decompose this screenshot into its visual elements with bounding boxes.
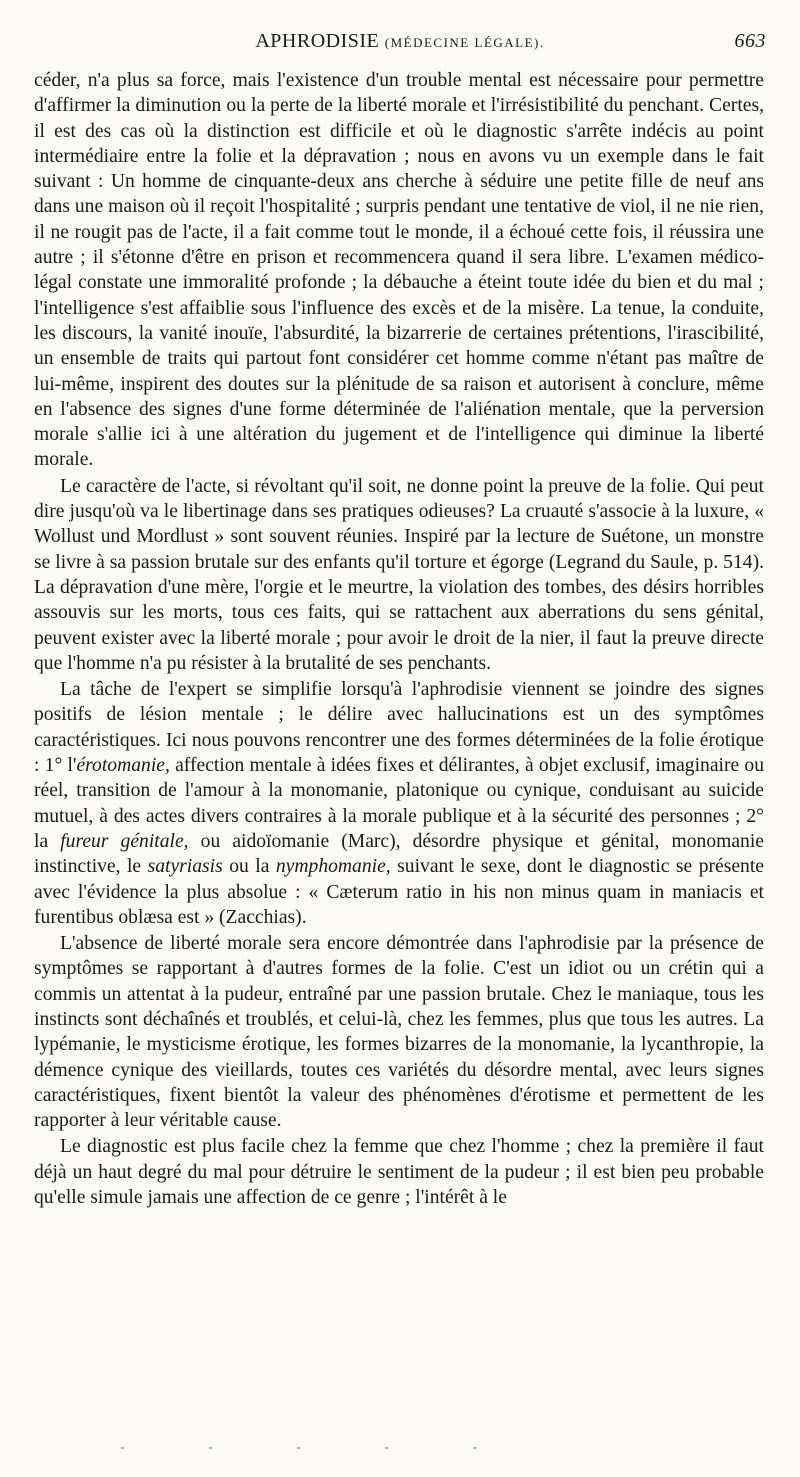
italic-term: fureur génitale, xyxy=(60,830,189,852)
body-text xyxy=(34,68,764,1210)
italic-term: érotomanie, xyxy=(76,755,170,777)
paragraph-text: L'absence de liberté morale sera encore démontrée dans l'aphrodisie par la présence de symptômes se rapportant à d'autres formes de la folie. C'est un idiot ou un crétin qui a commis un attentat à la pudeur, entraîné par une passion brutale. Chez le maniaque, tous les instincts sont déchaînés et troublés, et celui-là, chez les femmes, plus que tous les autres. La lypémanie, le mysticisme érotique, les formes bizarres de la monomanie, la lycanthropie, la démence cynique des vieillards, toutes ces variétés du désordre mental, avec leurs signes caractéristiques, fixent bientôt la valeur des phénomènes d'érotisme et permettent de les rapporter à leur véritable cause. xyxy=(34,933,764,1132)
header-subtitle: (MÉDECINE LÉGALE). xyxy=(384,35,545,50)
paragraph-text: suivant le sexe, dont le diagnostic se présente avec l'évidence la plus absolue : « Cæterum ratio in his non minus quam in maniacis et furentibus oblæsa est » (Zacchias). xyxy=(34,856,764,928)
paragraph-text: La tâche de l'expert se simplifie lorsqu'à l'aphrodisie viennent se joindre des signes positifs de lésion mentale ; le délire avec hallucinations est un des symptômes caractéristiques. Ici nous pouvons rencontrer une des formes déterminées de la folie érotique : 1° l' xyxy=(34,679,764,777)
paragraph-text: affection mentale à idées fixes et délirantes, à objet exclusif, imaginaire ou réel, transition de l'amour à la monomanie, platonique ou cynique, conduisant au suicide mutuel, à des actes divers contraires à la morale publique et à la sécurité des personnes ; 2° la xyxy=(34,755,764,852)
paragraph-text: céder, n'a plus sa force, mais l'existence d'un trouble mental est nécessaire pour permettre d'affirmer la diminution ou la perte de la liberté morale et l'irrésistibilité du penchant. Certes, il est des cas où la distinction est difficile et où le diagnostic s'arrête indécis au point intermédiaire entre la folie et la dépravation ; nous en avons vu un exemple dans le fait suivant : Un homme de cinquante-deux ans cherche à séduire une petite fille de neuf ans dans une maison où il reçoit l'hospitalité ; surpris pendant une tentative de viol, il ne nie rien, il ne rougit pas de l'acte, il a fait comme tout le monde, il a échoué cette fois, il réussira une autre ; il s'étonne d'être en prison et recommencera quand il sera libre. L'examen médico-légal constate une immoralité profonde ; la débauche a éteint toute idée du bien et du mal ; l'intelligence s'est affaiblie sous l'influence des excès et de la misère. La tenue, la conduite, les discours, la vanité inouïe, l'absurdité, la bizarrerie de certaines prétentions, l'irascibilité, un ensemble de traits qui partout font considérer cet homme comme n'étant pas maître de lui-même, inspirent des doutes sur la plénitude de sa raison et autorisent à conclure, même en l'absence des signes d'une forme déterminée de l'aliénation mentale, que la perversion morale s'allie ici à une altération du jugement et de l'intelligence qui diminue la liberté morale. xyxy=(34,70,764,471)
running-title xyxy=(34,30,766,53)
paragraph-text: Le diagnostic est plus facile chez la femme que chez l'homme ; chez la première il faut déjà un haut degré du mal pour détruire le sentiment de la pudeur ; il est bien peu probable qu'elle simule jamais une affection de ce genre ; l'intérêt à le xyxy=(34,1136,764,1209)
paragraph xyxy=(34,931,764,1133)
paragraph xyxy=(34,1134,764,1210)
paragraph xyxy=(34,68,764,473)
footer-marks: - - - - - xyxy=(120,1440,478,1455)
running-header xyxy=(34,30,766,60)
header-title: APHRODISIE xyxy=(255,30,380,52)
paragraph-text: ou la xyxy=(222,856,276,878)
paragraph xyxy=(34,677,764,930)
page-number: 663 xyxy=(734,30,766,52)
italic-term: nymphomanie, xyxy=(275,856,391,878)
paragraph-text: Le caractère de l'acte, si révoltant qu'il soit, ne donne point la preuve de la folie. Qui peut dire jusqu'où va le libertinage dans ses pratiques odieuses? La cruauté s'associe à la luxure, « Wollust und Mordlust » sont souvent réunies. Inspiré par la lecture de Suétone, un monstre se livre à sa passion brutale sur des enfants qu'il torture et égorge (Legrand du Saule, p. 514). La dépravation d'une mère, l'orgie et le meurtre, la violation des tombes, des désirs horribles assouvis sur les morts, tous ces faits, qui se rattachent aux aberrations du sens génital, peuvent exister avec la liberté morale ; pour avoir le droit de la nier, il faut la preuve directe que l'homme n'a pu résister à la brutalité de ses penchants. xyxy=(34,475,764,674)
italic-term: satyriasis xyxy=(147,856,223,878)
paragraph-text: ou aidoïomanie (Marc), désordre physique et génital, monomanie instinctive, le xyxy=(34,830,764,878)
paragraph xyxy=(34,474,764,676)
